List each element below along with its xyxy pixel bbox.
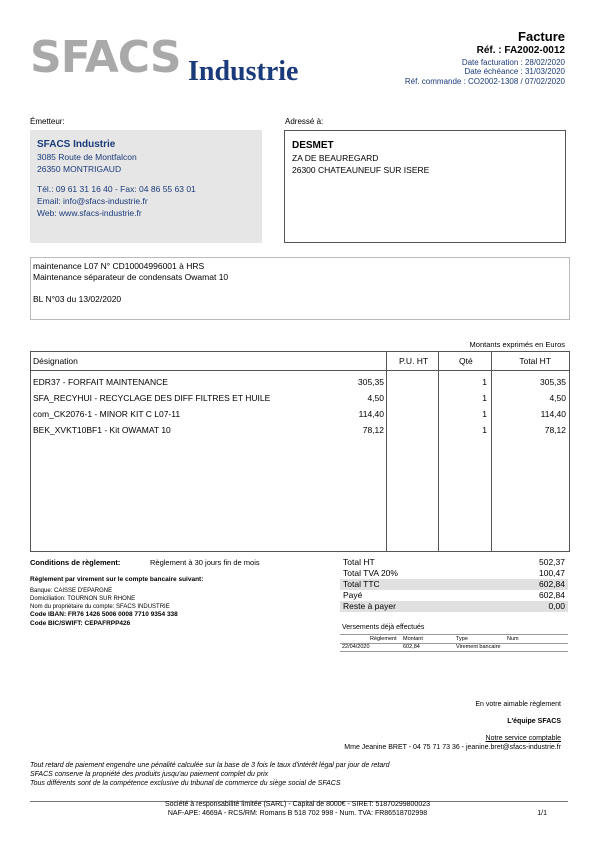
description-box — [30, 257, 570, 320]
remaining-row — [340, 601, 568, 612]
total-label: Total TTC — [343, 579, 380, 589]
payment-date: 22/04/2020 — [342, 644, 370, 650]
items-table — [30, 351, 570, 552]
logo-sub-text: Industrie — [188, 56, 299, 87]
header-pu: P.U. HT — [399, 356, 429, 366]
row-qty: 1 — [482, 377, 487, 387]
emitter-email: Email: info@sfacs-industrie.fr — [37, 196, 148, 206]
total-label: Total HT — [343, 557, 375, 567]
recipient-street: ZA DE BEAUREGARD — [292, 153, 379, 163]
total-label: Total TVA 20% — [343, 568, 398, 578]
payments-header-num: Num — [507, 636, 519, 642]
payment-type: Virement bancaire — [456, 644, 501, 650]
row-qty: 1 — [482, 425, 487, 435]
currency-note: Montants exprimés en Euros — [469, 340, 565, 349]
table-row — [31, 373, 569, 390]
virement-title: Règlement par virement sur le compte bancaire suivant: — [30, 576, 204, 583]
total-value: 602,84 — [539, 579, 565, 589]
document-type: Facture — [518, 29, 565, 44]
footer-line1: Société à responsabilité limitée (SARL) - Capital de 8000€ - SIRET: 51870299800023 — [165, 801, 430, 808]
recipient-box — [284, 130, 566, 243]
emitter-label: Émetteur: — [30, 117, 65, 126]
table-row — [31, 389, 569, 406]
payments-header-type: Type — [456, 636, 468, 642]
header-qty: Qté — [459, 356, 473, 366]
emitter-box — [30, 130, 262, 243]
emitter-name: SFACS Industrie — [37, 139, 116, 150]
company-logo — [30, 32, 315, 92]
header-designation: Désignation — [33, 356, 78, 366]
row-designation: SFA_RECYHUI - RECYCLAGE DES DIFF FILTRES ET HUILE — [33, 393, 271, 403]
recipient-city: 26300 CHATEAUNEUF SUR ISERE — [292, 165, 430, 175]
recipient-label: Adressé à: — [285, 117, 324, 126]
description-line1: maintenance L07 N° CD10004996001 à HRS — [33, 261, 205, 271]
row-pu: 114,40 — [358, 409, 384, 419]
header-total: Total HT — [519, 356, 551, 366]
bank-name: Banque: CAISSE D'EPARGNE — [30, 588, 113, 594]
total-label: Payé — [343, 590, 363, 600]
conditions-label: Conditions de règlement: — [30, 558, 121, 567]
total-ttc-row — [340, 579, 568, 590]
total-value: 602,84 — [539, 590, 565, 600]
row-qty: 1 — [482, 409, 487, 419]
closing-service: Notre service comptable — [485, 735, 561, 742]
table-header — [31, 352, 569, 371]
row-total: 305,35 — [540, 377, 566, 387]
emitter-city: 26350 MONTRIGAUD — [37, 164, 122, 174]
row-qty: 1 — [482, 393, 487, 403]
total-ht-row — [340, 557, 568, 568]
paid-row — [340, 590, 568, 601]
page-number: 1/1 — [537, 810, 547, 817]
row-designation: EDR37 - FORFAIT MAINTENANCE — [33, 377, 168, 387]
table-row — [31, 405, 569, 422]
ref-commande: Réf. commande : CO2002-1308 / 07/02/2020 — [404, 77, 565, 86]
description-line3: BL N°03 du 13/02/2020 — [33, 294, 122, 304]
date-echeance: Date échéance : 31/03/2020 — [464, 67, 565, 76]
row-designation: BEK_XVKT10BF1 - Kit OWAMAT 10 — [33, 425, 171, 435]
total-value: 100,47 — [539, 568, 565, 578]
row-pu: 78,12 — [362, 425, 384, 435]
table-row — [31, 421, 569, 438]
footer-line2: NAF-APE: 4669A - RCS/RM: Romans B 518 702 998 - Num. TVA: FR86518702998 — [167, 810, 428, 817]
emitter-phone: Tél.: 09 61 31 16 40 - Fax: 04 86 55 63 01 — [37, 184, 196, 194]
emitter-street: 3085 Route de Montfalcon — [37, 152, 137, 162]
bank-iban: Code IBAN: FR76 1426 5006 0008 7710 9354 338 — [30, 611, 178, 618]
row-designation: com_CK2076-1 - MINOR KIT C L07-11 — [33, 409, 181, 419]
total-value: 0,00 — [548, 601, 565, 611]
total-tva-row — [340, 568, 568, 579]
bank-owner: Nom du propriétaire du compte: SFACS INDUSTRIE — [30, 604, 170, 610]
legal-line3: Tous différents sont de la compétence exclusive du tribunal de commerce du siège social de SFACS — [30, 780, 341, 787]
payment-amount: 602,84 — [403, 644, 420, 650]
logo-main-text: SFACS — [30, 32, 181, 83]
row-total: 114,40 — [540, 409, 566, 419]
closing-team: L'équipe SFACS — [507, 718, 561, 725]
recipient-name: DESMET — [292, 140, 334, 151]
payments-title: Versements déjà effectués — [342, 624, 425, 631]
row-pu: 4,50 — [367, 393, 384, 403]
invoice-ref: Réf. : FA2002-0012 — [476, 45, 565, 56]
legal-line2: SFACS conserve la propriété des produits jusqu'au paiement complet du prix — [30, 771, 269, 778]
bank-bic: Code BIC/SWIFT: CEPAFRPP426 — [30, 620, 131, 627]
closing-contact: Mme Jeanine BRET - 04 75 71 73 36 - jeanine.bret@sfacs-industrie.fr — [344, 744, 561, 751]
description-line2: Maintenance séparateur de condensats Owamat 10 — [33, 272, 229, 282]
payments-header-reglement: Règlement — [370, 636, 397, 642]
row-pu: 305,35 — [358, 377, 384, 387]
bank-domiciliation: Domiciliation: TOURNON SUR RHONE — [30, 596, 136, 602]
date-facturation: Date facturation : 28/02/2020 — [461, 58, 565, 67]
conditions-value: Règlement à 30 jours fin de mois — [150, 558, 260, 567]
row-total: 4,50 — [549, 393, 566, 403]
closing-greeting: En votre aimable règlement — [475, 701, 561, 708]
row-total: 78,12 — [544, 425, 566, 435]
emitter-web: Web: www.sfacs-industrie.fr — [37, 208, 142, 218]
legal-line1: Tout retard de paiement engendre une pénalité calculée sur la base de 3 fois le taux d'intérêt légal par jour de retard — [30, 762, 390, 769]
total-value: 502,37 — [539, 557, 565, 567]
total-label: Reste à payer — [343, 601, 396, 611]
payments-header-montant: Montant — [403, 636, 423, 642]
